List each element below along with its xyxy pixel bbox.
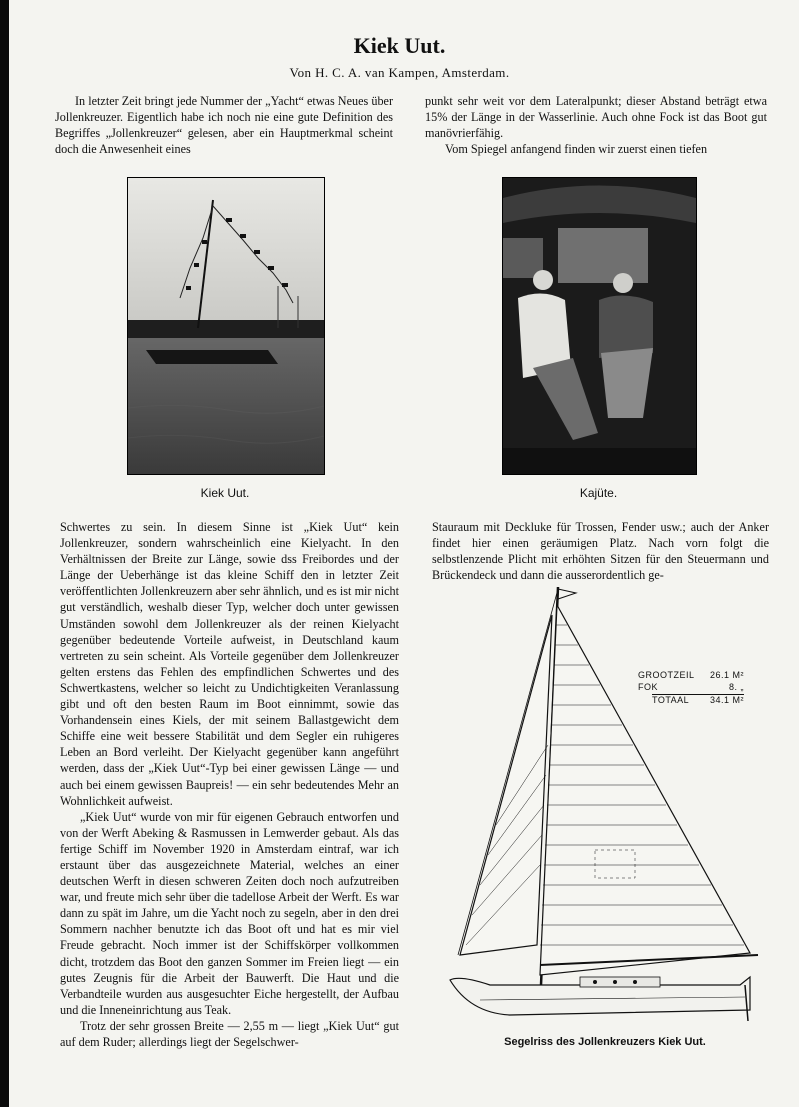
paragraph: „Kiek Uut“ wurde von mir für eigenen Gebrauch entworfen und von der Werft Abeking & Rasmussen in Lemwerder gebaut. Als das fertige Schiff im November 1920 in Amsterdam eintraf, war ich erstaunt über das ausgezeichnete Material, welches an einer deutschen Werft in diesen schweren Zeiten doch noch aufzutreiben war, und freute mich sehr über die tadellose Arbeit der Werft. Es war dann zu spät im Jahre, um die Yacht noch zu segeln, aber in den drei Sommern nachher benutzte ich das Boot oft und hat es mir viel Freude gebracht. Noch immer ist der Schiffskörper vollkommen dicht, trotzdem das Boot den ganzen Sommer im Freien liegt — ein gutes Zeugnis für die Arbeit der Bauwerft. Die Haut und die Verbandteile wurden aus ausgesuchter Eiche hergestellt, der Aufbau und die Inneneinrichtung aus Teak.	[60, 809, 399, 1017]
photo-caption-cabin: Kajüte.	[579, 486, 618, 500]
bottom-left-column	[60, 519, 399, 1050]
sail-area-row	[638, 670, 744, 682]
article-byline: Von H. C. A. van Kampen, Amsterdam.	[289, 65, 510, 80]
bottom-right-column	[432, 519, 769, 583]
sail-area-row	[638, 682, 744, 694]
sail-area-value: 34.1 M²	[709, 695, 744, 705]
photo-kiek-uut	[127, 177, 325, 475]
top-left-column	[55, 93, 393, 157]
article-title: Kiek Uut.	[353, 33, 446, 58]
top-right-column	[425, 93, 767, 157]
sail-plan-caption: Segelriss des Jollenkreuzers Kiek Uut.	[504, 1036, 706, 1048]
sail-area-table	[638, 670, 744, 707]
sail-area-label: TOTAAL	[652, 695, 690, 705]
paragraph: In letzter Zeit bringt jede Nummer der „Yacht“ etwas Neues über Jollenkreuzer. Eigentlich habe ich noch nie eine gute Definition des Begriffes „Jollenkreuzer“ gelesen, aber ein Hauptmerkmal scheint doch die Anwesenheit eines	[55, 94, 393, 157]
sail-area-row-total	[652, 694, 744, 707]
paragraph: Vom Spiegel anfangend finden wir zuerst einen tiefen	[445, 142, 708, 157]
paragraph: Stauraum mit Deckluke für Trossen, Fender usw.; auch der Anker findet hier einen geräumigen Platz. Nach vorn folgt die selbstlenzende Plicht mit erhöhten Sitzen für den Steuermann und Brückendeck und dann die ausserordentlich ge-	[432, 520, 769, 583]
paragraph: Schwertes zu sein. In diesem Sinne ist „Kiek Uut“ kein Jollenkreuzer, sondern wahrscheinlich eine Kielyacht. In den Verhältnissen der Breite zur Länge, sowie dss Freibordes und der Länge der Ueberhänge ist das kleine Schiff den in letzter Zeit veröffentlichten Jollenkreuzern aber sehr ähnlich, und es ist mir nicht gut verständlich, weshalb dieser Typ, welcher doch unter gewissen Umständen sowohl dem Jollenkreuzer als der reinen Kielyacht gegenüber bedeutende Vorteile aufweist, in Deutschland kaum vertreten zu sein scheint. Als Vorteile gegenüber dem Jollenkreuzer gelten erstens das Fehlen des empfindlichen Schwertes und des Schwertkastens, welcher so leicht zu Undichtigkeiten Veranlassung gibt und oft den besten Raum im Boot einnimmt, sowie das Vorhandensein eines Kiels, der mit seinem Ballastgewicht dem Schiffe eine weit bessere Stabilität und dem Segler ein ruhigeres Leben an Bord verleiht. Der Kielyacht gegenüber kann angeführt werden, dass der „Kiek Uut“-Typ bei einer gewissen Länge — und auch bei einem gewissen Baupreis! — ein sehr bedeutendes Mehr an Wohnlichkeit aufweist.	[60, 520, 399, 808]
photo-cabin	[502, 177, 697, 475]
sail-area-value: 8. „	[728, 682, 744, 692]
sail-plan-drawing	[440, 585, 770, 1025]
sail-area-value: 26.1 M²	[709, 670, 744, 680]
sailboat-photo-image	[128, 178, 324, 474]
paragraph: punkt sehr weit vor dem Lateralpunkt; dieser Abstand beträgt etwa 15% der Länge in der Wasserlinie. Auch ohne Fock ist das Boot gut manövrierfähig.	[425, 94, 767, 141]
paragraph: Trotz der sehr grossen Breite — 2,55 m — liegt „Kiek Uut“ gut auf dem Ruder; allerdings liegt der Segelschwer-	[60, 1018, 399, 1049]
sail-area-label: GROOTZEIL	[638, 670, 695, 680]
cabin-photo-image	[503, 178, 696, 474]
page-edge-shadow	[0, 0, 9, 1107]
sail-area-label: FOK	[638, 682, 659, 692]
photo-caption-kiek-uut: Kiek Uut.	[200, 486, 250, 500]
